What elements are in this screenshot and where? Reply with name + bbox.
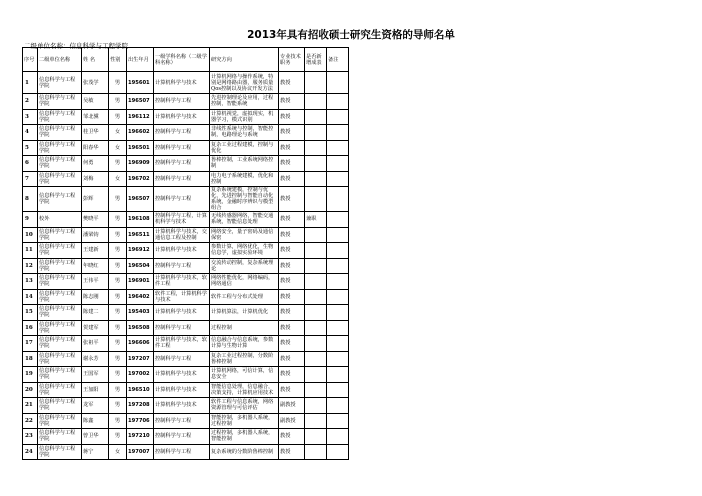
header-cell: 研究方向 (210, 48, 279, 72)
newly-added-cell (305, 289, 327, 305)
gender-cell: 男 (109, 94, 127, 110)
table-row (23, 72, 349, 94)
newly-added-cell (305, 382, 327, 398)
table-row (23, 413, 349, 429)
discipline-cell: 计算机科学与技术 (154, 109, 210, 125)
advisor-name-cell: 邹北骥 (82, 109, 109, 125)
job-title-cell: 教授 (279, 227, 305, 243)
research-direction-cell: 智能信息处理，信息融合，决策支持，计算机应用技术 (210, 382, 279, 398)
table-row (23, 351, 349, 367)
birth-date-cell: 196112 (127, 109, 154, 125)
remarks-cell (327, 243, 349, 259)
row-index-cell: 4 (23, 125, 38, 141)
discipline-cell: 计算机科学与技术 (154, 398, 210, 414)
unit-name-cell: 信息科学与工程学院 (38, 187, 82, 212)
newly-added-cell (305, 171, 327, 187)
unit-name-cell: 信息科学与工程学院 (38, 243, 82, 259)
remarks-cell (327, 289, 349, 305)
newly-added-cell (305, 429, 327, 445)
row-index-cell: 3 (23, 109, 38, 125)
unit-name-cell: 信息科学与工程学院 (38, 171, 82, 187)
advisor-name-cell: 年晓红 (82, 258, 109, 274)
row-index-cell: 13 (23, 274, 38, 290)
row-index-cell: 17 (23, 336, 38, 352)
row-index-cell: 11 (23, 243, 38, 259)
gender-cell: 男 (109, 398, 127, 414)
discipline-cell: 控制科学与工程 (154, 351, 210, 367)
job-title-cell: 教授 (279, 429, 305, 445)
unit-name-cell: 信息科学与工程学院 (38, 413, 82, 429)
gender-cell: 男 (109, 336, 127, 352)
advisor-table (22, 47, 349, 460)
research-direction-cell: 智能控制，多机器人系统，过程控制 (210, 413, 279, 429)
advisor-name-cell: 张茂学 (82, 72, 109, 94)
row-index-cell: 24 (23, 444, 38, 460)
row-index-cell: 15 (23, 305, 38, 321)
remarks-cell (327, 367, 349, 383)
research-direction-cell: 网络安全，量子密码及通信保密 (210, 227, 279, 243)
research-direction-cell: 复杂系统建模，控制与优化，先进控制与智能自动化系统，金融时序辨识与模型组合 (210, 187, 279, 212)
birth-date-cell: 197210 (127, 429, 154, 445)
remarks-cell (327, 429, 349, 445)
newly-added-cell (305, 140, 327, 156)
unit-name-cell: 信息科学与工程学院 (38, 125, 82, 141)
newly-added-cell (305, 320, 327, 336)
remarks-cell (327, 320, 349, 336)
header-cell: 二级单位名称 (38, 48, 82, 72)
advisor-name-cell: 樊晓平 (82, 212, 109, 228)
newly-added-cell (305, 187, 327, 212)
page-title: 2013年具有招收硕士研究生资格的导师名单 (247, 29, 455, 41)
birth-date-cell: 196510 (127, 382, 154, 398)
discipline-cell: 计算机科学与技术 (154, 367, 210, 383)
job-title-cell: 教授 (279, 336, 305, 352)
remarks-cell (327, 140, 349, 156)
newly-added-cell (305, 72, 327, 94)
advisor-name-cell: 贺建军 (82, 320, 109, 336)
gender-cell: 女 (109, 444, 127, 460)
research-direction-cell: 计算机网络与操作系统，特别是网络路由器，服务质量Qos控制以及协议开发方法 (210, 72, 279, 94)
remarks-cell (327, 305, 349, 321)
birth-date-cell: 196504 (127, 258, 154, 274)
job-title-cell: 教授 (279, 289, 305, 305)
birth-date-cell: 196507 (127, 94, 154, 110)
gender-cell: 男 (109, 72, 127, 94)
gender-cell: 男 (109, 109, 127, 125)
birth-date-cell: 196507 (127, 187, 154, 212)
row-index-cell: 2 (23, 94, 38, 110)
unit-name-cell: 信息科学与工程学院 (38, 320, 82, 336)
table-row (23, 140, 349, 156)
remarks-cell (327, 398, 349, 414)
gender-cell: 男 (109, 289, 127, 305)
advisor-name-cell: 龙军 (82, 398, 109, 414)
row-index-cell: 5 (23, 140, 38, 156)
advisor-name-cell: 王伟平 (82, 274, 109, 290)
newly-added-cell (305, 94, 327, 110)
research-direction-cell: 软件工程与信息系统，网络资源管理与可信评估 (210, 398, 279, 414)
discipline-cell: 计算机科学与技术 (154, 382, 210, 398)
remarks-cell (327, 274, 349, 290)
table-row (23, 156, 349, 172)
row-index-cell: 23 (23, 429, 38, 445)
advisor-name-cell: 何勇 (82, 156, 109, 172)
discipline-cell: 控制科学与工程 (154, 140, 210, 156)
birth-date-cell: 196602 (127, 125, 154, 141)
unit-name-cell: 信息科学与工程学院 (38, 367, 82, 383)
job-title-cell: 教授 (279, 156, 305, 172)
discipline-cell: 计算机科学与技术，软件工程 (154, 336, 210, 352)
unit-name-cell: 信息科学与工程学院 (38, 398, 82, 414)
advisor-name-cell: 王加阳 (82, 382, 109, 398)
advisor-name-cell: 王建新 (82, 243, 109, 259)
gender-cell: 男 (109, 429, 127, 445)
advisor-name-cell: 陈建二 (82, 305, 109, 321)
job-title-cell: 教授 (279, 351, 305, 367)
remarks-cell (327, 125, 349, 141)
discipline-cell: 计算机科学与技术，软件工程 (154, 274, 210, 290)
research-direction-cell: 复杂工业过程控制，分数阶鲁棒控制 (210, 351, 279, 367)
birth-date-cell: 196108 (127, 212, 154, 228)
table-row (23, 382, 349, 398)
table-header-row (23, 48, 349, 72)
table-row (23, 367, 349, 383)
unit-name-cell: 信息科学与工程学院 (38, 289, 82, 305)
birth-date-cell: 195403 (127, 305, 154, 321)
gender-cell: 男 (109, 187, 127, 212)
unit-name-cell: 信息科学与工程学院 (38, 305, 82, 321)
table-row (23, 274, 349, 290)
gender-cell: 男 (109, 351, 127, 367)
unit-name-cell: 信息科学与工程学院 (38, 140, 82, 156)
table-row (23, 258, 349, 274)
advisor-name-cell: 阳春华 (82, 140, 109, 156)
gender-cell: 男 (109, 305, 127, 321)
discipline-cell: 计算机科学与技术，交通信息工程及控制 (154, 227, 210, 243)
header-cell: 是否新增成表 (305, 48, 327, 72)
remarks-cell (327, 156, 349, 172)
table-row (23, 187, 349, 212)
row-index-cell: 19 (23, 367, 38, 383)
unit-name-cell: 信息科学与工程学院 (38, 444, 82, 460)
table-row (23, 243, 349, 259)
discipline-cell: 控制科学与工程，计算机科学与技术 (154, 212, 210, 228)
discipline-cell: 控制科学与工程 (154, 94, 210, 110)
row-index-cell: 10 (23, 227, 38, 243)
research-direction-cell: 电力电子系统建模，优化和控制 (210, 171, 279, 187)
table-row (23, 444, 349, 460)
discipline-cell: 计算机科学与技术 (154, 72, 210, 94)
research-direction-cell: 复杂工业过程建模，控制与优化 (210, 140, 279, 156)
advisor-name-cell: 彭辉 (82, 187, 109, 212)
birth-date-cell: 197007 (127, 444, 154, 460)
discipline-cell: 控制科学与工程 (154, 187, 210, 212)
research-direction-cell: 鲁棒控制，工业系统网络控制 (210, 156, 279, 172)
table-row (23, 171, 349, 187)
row-index-cell: 21 (23, 398, 38, 414)
advisor-name-cell: 潘梁钧 (82, 227, 109, 243)
gender-cell: 女 (109, 140, 127, 156)
job-title-cell: 教授 (279, 187, 305, 212)
unit-name-cell: 信息科学与工程学院 (38, 429, 82, 445)
newly-added-cell (305, 444, 327, 460)
discipline-cell: 控制科学与工程 (154, 171, 210, 187)
job-title-cell: 教授 (279, 72, 305, 94)
gender-cell: 男 (109, 258, 127, 274)
gender-cell: 男 (109, 227, 127, 243)
row-index-cell: 6 (23, 156, 38, 172)
job-title-cell: 副教授 (279, 413, 305, 429)
unit-name-cell: 信息科学与工程学院 (38, 94, 82, 110)
table-row (23, 289, 349, 305)
advisor-name-cell: 蒋宁 (82, 444, 109, 460)
unit-name-cell: 校外 (38, 212, 82, 228)
header-cell: 姓 名 (82, 48, 109, 72)
remarks-cell (327, 227, 349, 243)
advisor-name-cell: 吴敏 (82, 94, 109, 110)
gender-cell: 男 (109, 382, 127, 398)
research-direction-cell: 先进控制理论及应用，过程控制，智能系统 (210, 94, 279, 110)
remarks-cell (327, 94, 349, 110)
table-row (23, 305, 349, 321)
newly-added-cell (305, 125, 327, 141)
birth-date-cell: 197002 (127, 367, 154, 383)
birth-date-cell: 196508 (127, 320, 154, 336)
discipline-cell: 控制科学与工程 (154, 429, 210, 445)
job-title-cell: 教授 (279, 305, 305, 321)
birth-date-cell: 197208 (127, 398, 154, 414)
birth-date-cell: 196912 (127, 243, 154, 259)
unit-name-cell: 信息科学与工程学院 (38, 382, 82, 398)
advisor-name-cell: 王国军 (82, 367, 109, 383)
header-cell: 备注 (327, 48, 349, 72)
newly-added-cell (305, 243, 327, 259)
job-title-cell: 教授 (279, 367, 305, 383)
unit-subtitle: 二级单位名称：信息科学与工程学院 (24, 42, 128, 50)
birth-date-cell: 196402 (127, 289, 154, 305)
row-index-cell: 18 (23, 351, 38, 367)
job-title-cell: 教授 (279, 125, 305, 141)
newly-added-cell (305, 274, 327, 290)
remarks-cell (327, 444, 349, 460)
research-direction-cell: 网络性能优化，网络编码，网络通信 (210, 274, 279, 290)
unit-name-cell: 信息科学与工程学院 (38, 227, 82, 243)
row-index-cell: 9 (23, 212, 38, 228)
gender-cell: 男 (109, 274, 127, 290)
discipline-cell: 控制科学与工程 (154, 444, 210, 460)
birth-date-cell: 196511 (127, 227, 154, 243)
newly-added-cell: 兼职 (305, 212, 327, 228)
job-title-cell: 教授 (279, 140, 305, 156)
table-row (23, 429, 349, 445)
unit-name-cell: 信息科学与工程学院 (38, 274, 82, 290)
advisor-name-cell: 刘梅 (82, 171, 109, 187)
job-title-cell: 教授 (279, 258, 305, 274)
research-direction-cell: 交流传动控制，复杂系统理论 (210, 258, 279, 274)
job-title-cell: 教授 (279, 212, 305, 228)
newly-added-cell (305, 227, 327, 243)
job-title-cell: 教授 (279, 320, 305, 336)
job-title-cell: 教授 (279, 94, 305, 110)
remarks-cell (327, 413, 349, 429)
remarks-cell (327, 72, 349, 94)
table-row (23, 212, 349, 228)
newly-added-cell (305, 305, 327, 321)
research-direction-cell: 计算机视觉，虚拟现实，机器学习，模式识别 (210, 109, 279, 125)
remarks-cell (327, 258, 349, 274)
research-direction-cell: 过程控制 (210, 320, 279, 336)
job-title-cell: 教授 (279, 243, 305, 259)
discipline-cell: 控制科学与工程 (154, 413, 210, 429)
header-cell: 序号 (23, 48, 38, 72)
research-direction-cell: 信息融合与信息系统，参数计算与生物计算 (210, 336, 279, 352)
unit-name-cell: 信息科学与工程学院 (38, 109, 82, 125)
gender-cell: 男 (109, 320, 127, 336)
birth-date-cell: 196702 (127, 171, 154, 187)
newly-added-cell (305, 398, 327, 414)
advisor-name-cell: 陈鑫 (82, 413, 109, 429)
job-title-cell: 副教授 (279, 398, 305, 414)
unit-name-cell: 信息科学与工程学院 (38, 258, 82, 274)
remarks-cell (327, 351, 349, 367)
unit-name-cell: 信息科学与工程学院 (38, 72, 82, 94)
birth-date-cell: 197207 (127, 351, 154, 367)
research-direction-cell: 过程控制，多机器人系统，智能控制 (210, 429, 279, 445)
remarks-cell (327, 382, 349, 398)
newly-added-cell (305, 258, 327, 274)
research-direction-cell: 计算机网络，可信计算，信息安全 (210, 367, 279, 383)
row-index-cell: 1 (23, 72, 38, 94)
header-cell: 出生年月 (127, 48, 154, 72)
gender-cell: 男 (109, 156, 127, 172)
remarks-cell (327, 109, 349, 125)
job-title-cell: 教授 (279, 274, 305, 290)
discipline-cell: 计算机科学与技术 (154, 305, 210, 321)
birth-date-cell: 196606 (127, 336, 154, 352)
birth-date-cell: 197706 (127, 413, 154, 429)
table-row (23, 94, 349, 110)
newly-added-cell (305, 109, 327, 125)
newly-added-cell (305, 413, 327, 429)
row-index-cell: 12 (23, 258, 38, 274)
advisor-name-cell: 谢永芳 (82, 351, 109, 367)
newly-added-cell (305, 336, 327, 352)
advisor-name-cell: 陈志刚 (82, 289, 109, 305)
research-direction-cell: 非线性系统与控制，智能控制，电路理论与系统 (210, 125, 279, 141)
table-row (23, 336, 349, 352)
table-row (23, 109, 349, 125)
header-cell: 一级学科名称（二级学科名称） (154, 48, 210, 72)
table-row (23, 125, 349, 141)
job-title-cell: 教授 (279, 171, 305, 187)
advisor-name-cell: 曾卫华 (82, 429, 109, 445)
gender-cell: 女 (109, 171, 127, 187)
birth-date-cell: 196909 (127, 156, 154, 172)
table-row (23, 398, 349, 414)
advisor-name-cell: 张祖平 (82, 336, 109, 352)
remarks-cell (327, 212, 349, 228)
newly-added-cell (305, 351, 327, 367)
row-index-cell: 8 (23, 187, 38, 212)
row-index-cell: 22 (23, 413, 38, 429)
research-direction-cell: 无线传感器网络，智能交通系统，智能信息处理 (210, 212, 279, 228)
discipline-cell: 控制科学与工程 (154, 320, 210, 336)
research-direction-cell: 计算机算法，计算机优化 (210, 305, 279, 321)
unit-name-cell: 信息科学与工程学院 (38, 351, 82, 367)
gender-cell: 男 (109, 413, 127, 429)
discipline-cell: 软件工程，计算机科学与技术 (154, 289, 210, 305)
discipline-cell: 控制科学与工程 (154, 125, 210, 141)
discipline-cell: 控制科学与工程 (154, 258, 210, 274)
birth-date-cell: 196501 (127, 140, 154, 156)
row-index-cell: 14 (23, 289, 38, 305)
row-index-cell: 20 (23, 382, 38, 398)
gender-cell: 女 (109, 125, 127, 141)
discipline-cell: 计算机科学与技术 (154, 243, 210, 259)
birth-date-cell: 196901 (127, 274, 154, 290)
table-row (23, 227, 349, 243)
header-cell: 性别 (109, 48, 127, 72)
job-title-cell: 教授 (279, 109, 305, 125)
research-direction-cell: 软件工程与分布式处理 (210, 289, 279, 305)
header-cell: 专业技术职务 (279, 48, 305, 72)
job-title-cell: 教授 (279, 382, 305, 398)
research-direction-cell: 参数计算，网络优化，生物信息学，虚拟实验环境 (210, 243, 279, 259)
gender-cell: 男 (109, 212, 127, 228)
remarks-cell (327, 187, 349, 212)
research-direction-cell: 复杂系统的分数阶鲁棒控制 (210, 444, 279, 460)
unit-name-cell: 信息科学与工程学院 (38, 156, 82, 172)
newly-added-cell (305, 367, 327, 383)
row-index-cell: 16 (23, 320, 38, 336)
advisor-name-cell: 桂卫华 (82, 125, 109, 141)
remarks-cell (327, 171, 349, 187)
unit-name-cell: 信息科学与工程学院 (38, 336, 82, 352)
row-index-cell: 7 (23, 171, 38, 187)
newly-added-cell (305, 156, 327, 172)
remarks-cell (327, 336, 349, 352)
gender-cell: 男 (109, 367, 127, 383)
table-row (23, 320, 349, 336)
birth-date-cell: 195601 (127, 72, 154, 94)
job-title-cell: 教授 (279, 444, 305, 460)
discipline-cell: 控制科学与工程 (154, 156, 210, 172)
gender-cell: 男 (109, 243, 127, 259)
